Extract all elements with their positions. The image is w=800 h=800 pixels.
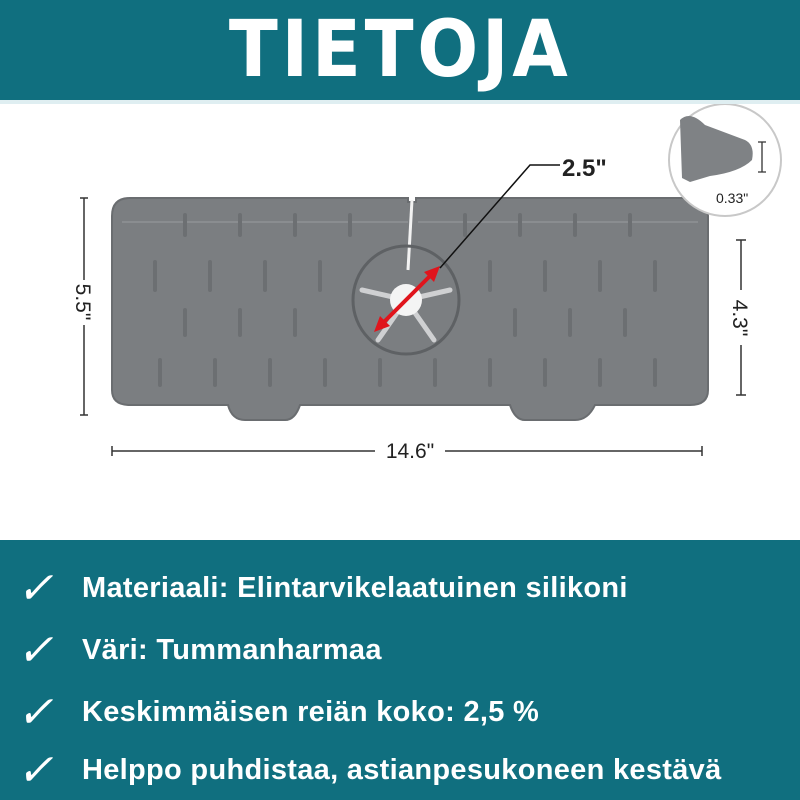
feature-item [0,740,722,800]
thickness-label: 0.33" [716,190,749,206]
feature-text: Väri: Tummanharmaa [82,633,382,666]
hole-size-label: 2.5" [562,155,607,182]
feature-item [0,620,382,680]
check-icon: ✓ [16,562,54,614]
feature-item [0,682,539,742]
check-icon: ✓ [16,686,54,738]
check-icon: ✓ [16,744,54,796]
product-diagram [0,104,800,540]
total-height-label: 5.5" [71,283,94,321]
feature-text: Keskimmäisen reiän koko: 2,5 % [82,695,540,728]
width-label: 14.6" [385,440,435,463]
feature-text: Materiaali: Elintarvikelaatuinen silikoni [82,571,628,604]
mat-illustration [0,104,800,540]
inner-height-label: 4.3" [728,299,751,337]
feature-text: Helppo puhdistaa, astianpesukoneen kestävä [82,753,722,786]
check-icon: ✓ [16,624,54,676]
page-title: TIETOJA [228,5,572,95]
feature-list [0,540,800,800]
feature-item [0,558,628,618]
header-banner [0,0,800,100]
